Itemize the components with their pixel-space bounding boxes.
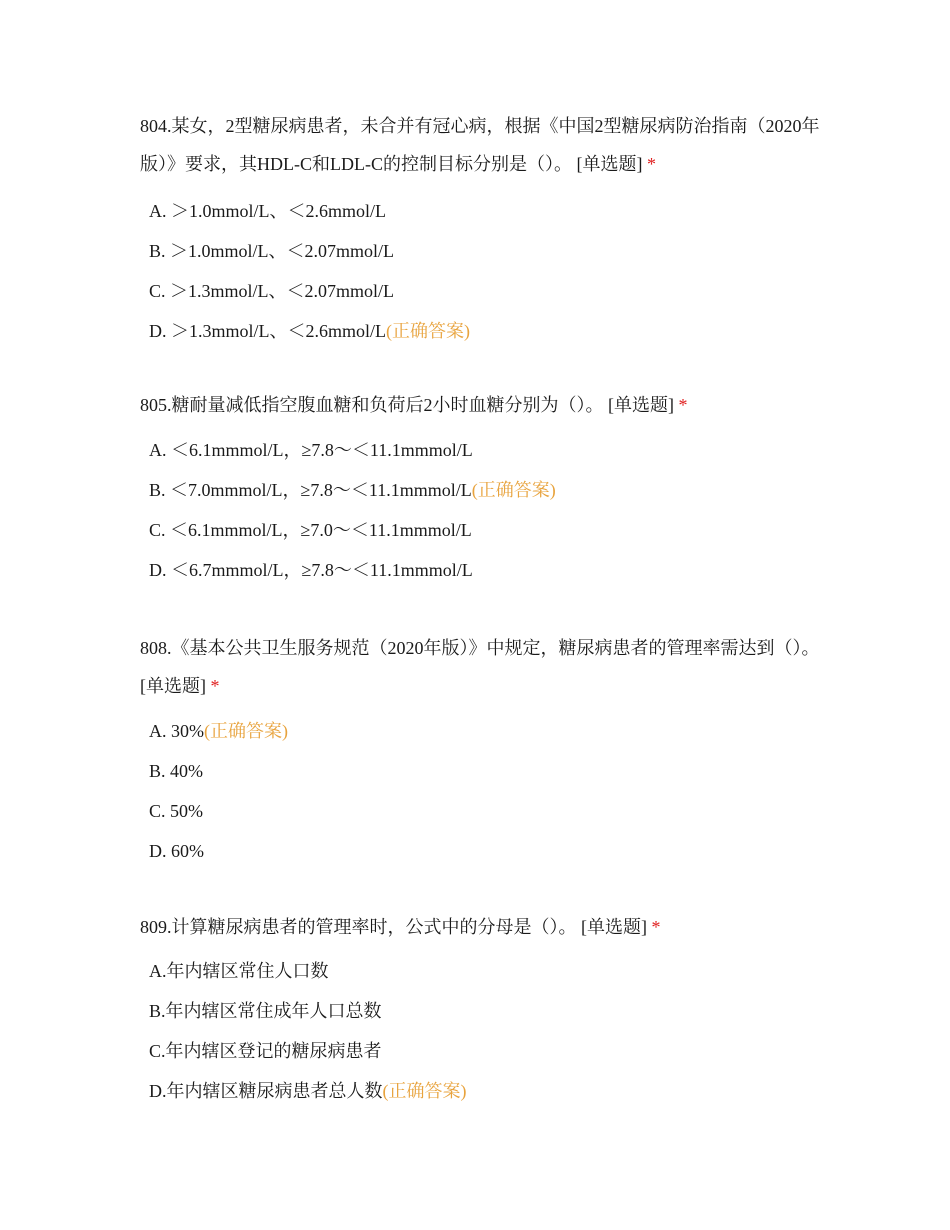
correct-answer-tag: (正确答案): [204, 721, 288, 741]
option-text: D.年内辖区糖尿病患者总人数: [149, 1081, 383, 1101]
option-c[interactable]: [140, 1031, 820, 1071]
question-808: [140, 629, 820, 871]
option-text: D. ＞1.3mmol/L、＜2.6mmol/L: [149, 321, 386, 341]
option-b[interactable]: [140, 231, 820, 271]
option-text: B. 40%: [149, 761, 203, 781]
question-809: [140, 908, 820, 1111]
correct-answer-tag: (正确答案): [386, 321, 470, 341]
option-c[interactable]: [140, 510, 820, 550]
required-mark: *: [210, 676, 220, 696]
option-text: D. ＜6.7mmmol/L，≥7.8～＜11.1mmmol/L: [149, 560, 473, 580]
option-text: C.年内辖区登记的糖尿病患者: [149, 1041, 382, 1061]
option-list: [140, 430, 820, 590]
option-text: C. ＞1.3mmol/L、＜2.07mmol/L: [149, 281, 395, 301]
question-804: [140, 107, 820, 351]
question-stem: [140, 386, 820, 424]
option-list: [140, 711, 820, 871]
option-text: A. ＞1.0mmol/L、＜2.6mmol/L: [149, 201, 386, 221]
option-a[interactable]: [140, 951, 820, 991]
question-type-tag: [单选题]: [140, 676, 211, 696]
required-mark: *: [678, 395, 688, 415]
option-text: A.年内辖区常住人口数: [149, 961, 329, 981]
option-text: D. 60%: [149, 841, 204, 861]
option-text: C. 50%: [149, 801, 203, 821]
option-d[interactable]: [140, 1071, 820, 1111]
option-c[interactable]: [140, 271, 820, 311]
option-b[interactable]: [140, 470, 820, 510]
question-stem: [140, 908, 820, 946]
question-stem: [140, 629, 820, 705]
required-mark: *: [646, 154, 656, 174]
option-b[interactable]: [140, 751, 820, 791]
stem-text: 809.计算糖尿病患者的管理率时，公式中的分母是（）。: [140, 917, 577, 937]
option-text: A. 30%: [149, 721, 204, 741]
option-d[interactable]: [140, 311, 820, 351]
question-type-tag: [单选题]: [603, 395, 679, 415]
option-d[interactable]: [140, 550, 820, 590]
correct-answer-tag: (正确答案): [471, 480, 556, 500]
option-d[interactable]: [140, 831, 820, 871]
stem-text: 808.《基本公共卫生服务规范（2020年版）》中规定，糖尿病患者的管理率需达到（）。: [140, 638, 820, 658]
option-list: [140, 951, 820, 1111]
option-text: B. ＜7.0mmmol/L，≥7.8～＜11.1mmmol/L: [149, 480, 472, 500]
option-a[interactable]: [140, 191, 820, 231]
question-type-tag: [单选题]: [576, 917, 652, 937]
question-stem: [140, 107, 820, 183]
required-mark: *: [651, 917, 661, 937]
stem-text: 805.糖耐量减低指空腹血糖和负荷后2小时血糖分别为（）。: [140, 395, 604, 415]
option-a[interactable]: [140, 711, 820, 751]
option-text: B.年内辖区常住成年人口总数: [149, 1001, 382, 1021]
option-b[interactable]: [140, 991, 820, 1031]
option-c[interactable]: [140, 791, 820, 831]
option-text: B. ＞1.0mmol/L、＜2.07mmol/L: [149, 241, 395, 261]
question-805: [140, 386, 820, 590]
correct-answer-tag: (正确答案): [382, 1081, 467, 1101]
option-list: [140, 191, 820, 351]
question-type-tag: [单选题]: [571, 154, 647, 174]
option-text: A. ＜6.1mmmol/L，≥7.8～＜11.1mmmol/L: [149, 440, 473, 460]
stem-text: 804.某女，2型糖尿病患者，未合并有冠心病，根据《中国2型糖尿病防治指南（2020年版）》要求，其HDL-C和LDL-C的控制目标分别是（）。: [140, 116, 820, 174]
option-a[interactable]: [140, 430, 820, 470]
option-text: C. ＜6.1mmmol/L，≥7.0～＜11.1mmmol/L: [149, 520, 472, 540]
